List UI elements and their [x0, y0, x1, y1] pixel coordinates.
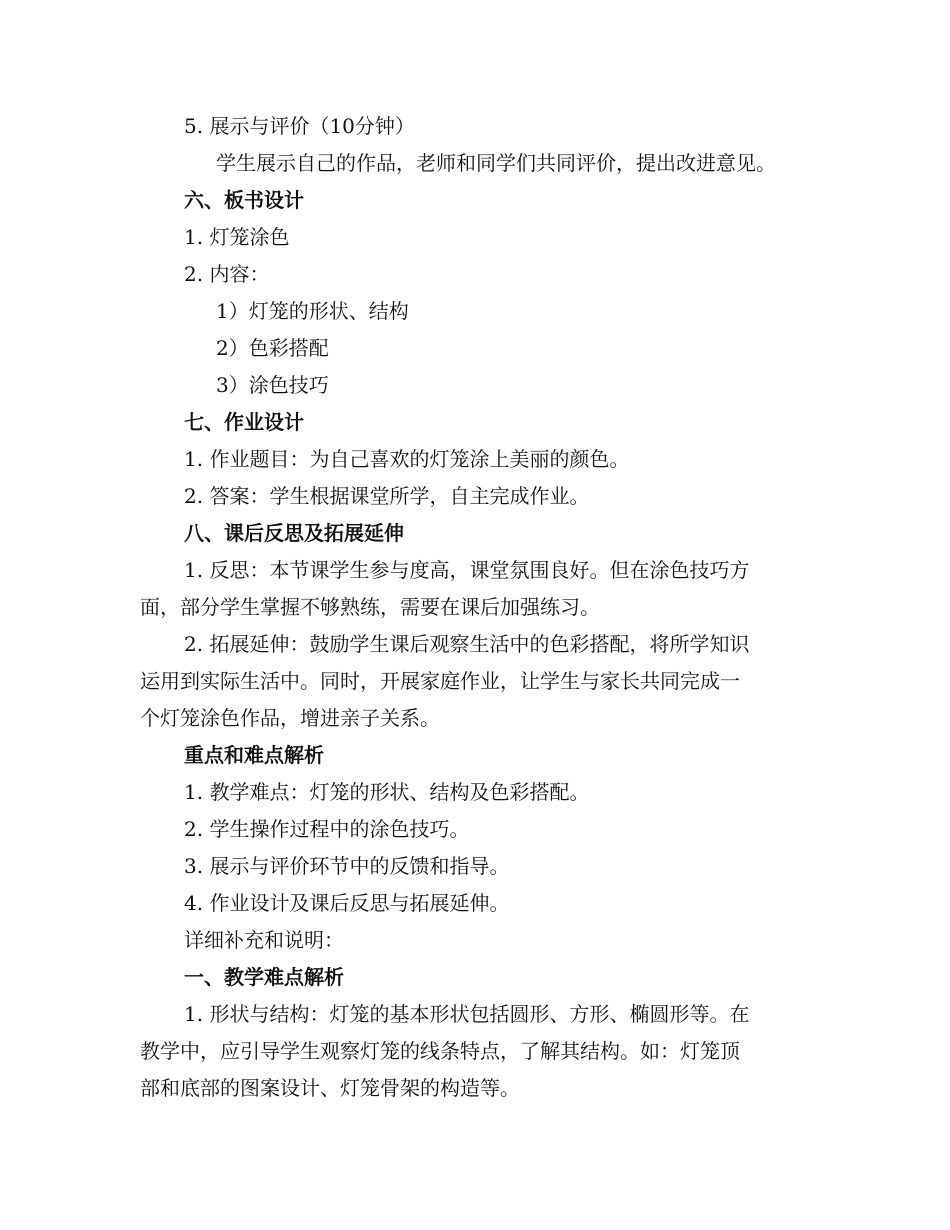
list-item: 2. 内容： — [184, 262, 270, 286]
heading-board-design: 六、板书设计 — [184, 188, 304, 212]
paragraph-line: 1. 形状与结构：灯笼的基本形状包括圆形、方形、椭圆形等。在 — [184, 1002, 750, 1026]
list-item: 2. 学生操作过程中的涂色技巧。 — [184, 817, 470, 841]
list-item: 4. 作业设计及课后反思与拓展延伸。 — [184, 891, 510, 915]
paragraph-line: 教学中，应引导学生观察灯笼的线条特点，了解其结构。如：灯笼顶 — [140, 1039, 740, 1063]
paragraph-line: 面，部分学生掌握不够熟练，需要在课后加强练习。 — [140, 595, 600, 619]
heading-reflection-extension: 八、课后反思及拓展延伸 — [184, 521, 404, 545]
item-display-evaluation: 5. 展示与评价（10分钟） — [184, 114, 415, 138]
heading-homework-design: 七、作业设计 — [184, 410, 304, 434]
heading-difficulty-analysis: 一、教学难点解析 — [184, 965, 344, 989]
paragraph-line: 2. 拓展延伸：鼓励学生课后观察生活中的色彩搭配，将所学知识 — [184, 632, 750, 656]
sub-list-item: 1）灯笼的形状、结构 — [216, 299, 409, 323]
paragraph-display-evaluation: 学生展示自己的作品，老师和同学们共同评价，提出改进意见。 — [216, 151, 776, 175]
paragraph-line: 1. 反思：本节课学生参与度高，课堂氛围良好。但在涂色技巧方 — [184, 558, 750, 582]
paragraph-line: 个灯笼涂色作品，增进亲子关系。 — [140, 706, 440, 730]
list-item: 2. 答案：学生根据课堂所学，自主完成作业。 — [184, 484, 590, 508]
supplementary-intro: 详细补充和说明： — [184, 928, 344, 952]
paragraph-line: 部和底部的图案设计、灯笼骨架的构造等。 — [140, 1076, 520, 1100]
sub-list-item: 2）色彩搭配 — [216, 336, 329, 360]
list-item: 1. 灯笼涂色 — [184, 225, 290, 249]
heading-key-difficult-points: 重点和难点解析 — [184, 743, 324, 767]
sub-list-item: 3）涂色技巧 — [216, 373, 329, 397]
paragraph-line: 运用到实际生活中。同时，开展家庭作业，让学生与家长共同完成一 — [140, 669, 740, 693]
list-item: 1. 教学难点：灯笼的形状、结构及色彩搭配。 — [184, 780, 590, 804]
list-item: 1. 作业题目：为自己喜欢的灯笼涂上美丽的颜色。 — [184, 447, 630, 471]
list-item: 3. 展示与评价环节中的反馈和指导。 — [184, 854, 510, 878]
